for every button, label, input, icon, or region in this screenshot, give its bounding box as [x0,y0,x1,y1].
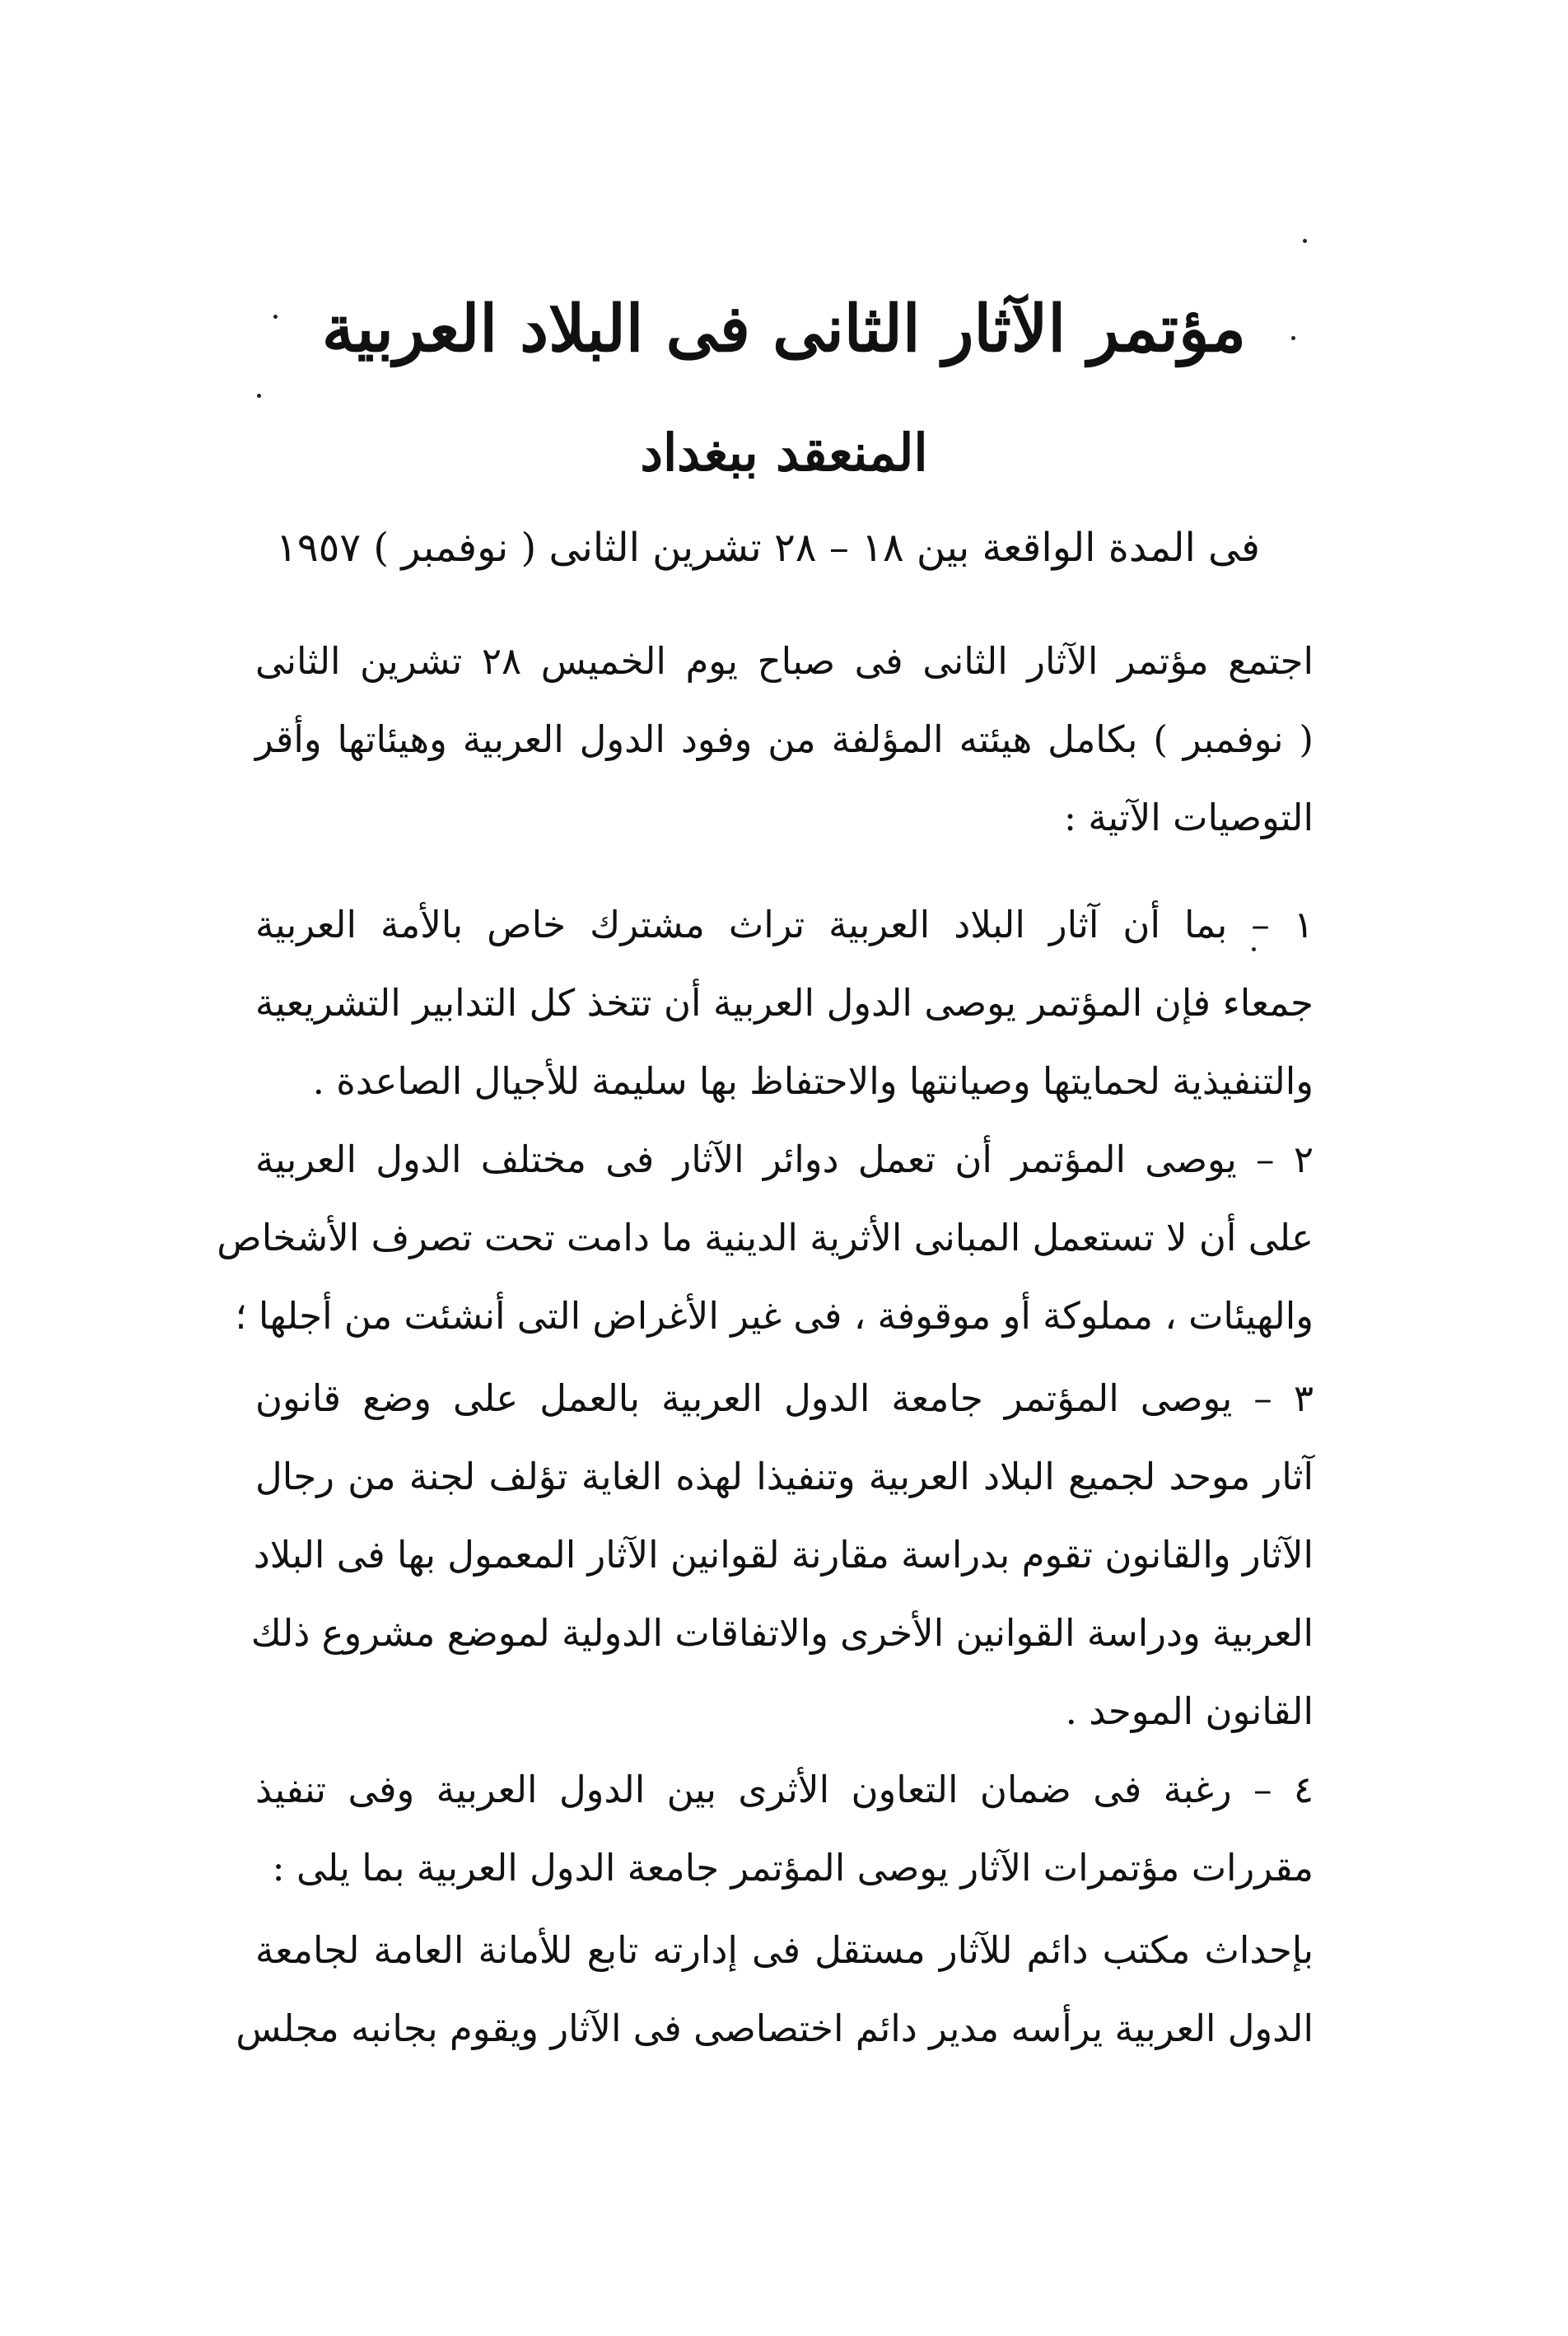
paragraph-line: جمعاء فإن المؤتمر يوصى الدول العربية أن تتخذ كل التدابير التشريعية [255,981,1314,1025]
recommendation-2 [217,1120,1314,1355]
recommendation-1 [255,885,1314,1120]
paragraph-line: ٤ – رغبة فى ضمان التعاون الأثرى بين الدول العربية وفى تنفيذ [255,1768,1314,1811]
document-title: مؤتمر الآثار الثانى فى البلاد العربية [321,292,1247,367]
recommendation-3 [250,1359,1314,1750]
print-speck [1303,239,1307,243]
paragraph-line: آثار موحد لجميع البلاد العربية وتنفيذا لهذه الغاية تؤلف لجنة من رجال [255,1455,1314,1498]
continuation-paragraph [236,1911,1314,2067]
paragraph-line: والهيئات ، مملوكة أو موقوفة ، فى غير الأغراض التى أنشئت من أجلها ؛ [235,1294,1314,1338]
paragraph-line: ٣ – يوصى المؤتمر جامعة الدول العربية بالعمل على وضع قانون [255,1376,1314,1420]
paragraph-line: القانون الموحد . [1065,1689,1314,1733]
paragraph-line: ( نوفمبر ) بكامل هيئته المؤلفة من وفود الدول العربية وهيئاتها وأقر [255,717,1314,761]
paragraph-line: ١ – بما أن آثار البلاد العربية تراث مشترك خاص بالأمة العربية [255,903,1314,946]
paragraph-line: التوصيات الآتية : [1063,796,1314,839]
paragraph-line: الدول العربية يرأسه مدير دائم اختصاصى فى الآثار ويقوم بجانبه مجلس [236,2007,1314,2050]
print-speck [257,394,261,398]
intro-paragraph [255,622,1314,857]
paragraph-line: الآثار والقانون تقوم بدراسة مقارنة لقوانين الآثار المعمول بها فى البلاد [253,1533,1314,1577]
paragraph-line: ٢ – يوصى المؤتمر أن تعمل دوائر الآثار فى مختلف الدول العربية [255,1138,1314,1181]
paragraph-line: على أن لا تستعمل المبانى الأثرية الدينية ما دامت تحت تصرف الأشخاص [217,1216,1314,1259]
paragraph-line: مقررات مؤتمرات الآثار يوصى المؤتمر جامعة الدول العربية بما يلى : [272,1846,1314,1890]
paragraph-line: العربية ودراسة القوانين الأخرى والاتفاقات الدولية لموضع مشروع ذلك [250,1611,1314,1655]
paragraph-line: اجتمع مؤتمر الآثار الثانى فى صباح يوم الخميس ٢٨ تشرين الثانى [255,639,1314,683]
paragraph-line: والتنفيذية لحمايتها وصيانتها والاحتفاظ بها سليمة للأجيال الصاعدة . [312,1059,1314,1103]
recommendation-4 [255,1750,1314,1907]
document-subtitle: المنعقد ببغداد [640,423,928,483]
paragraph-line: بإحداث مكتب دائم للآثار مستقل فى إدارته تابع للأمانة العامة لجامعة [255,1928,1314,1972]
dateline: فى المدة الواقعة بين ١٨ – ٢٨ تشرين الثانى ( نوفمبر ) ١٩٥٧ [276,525,1260,571]
